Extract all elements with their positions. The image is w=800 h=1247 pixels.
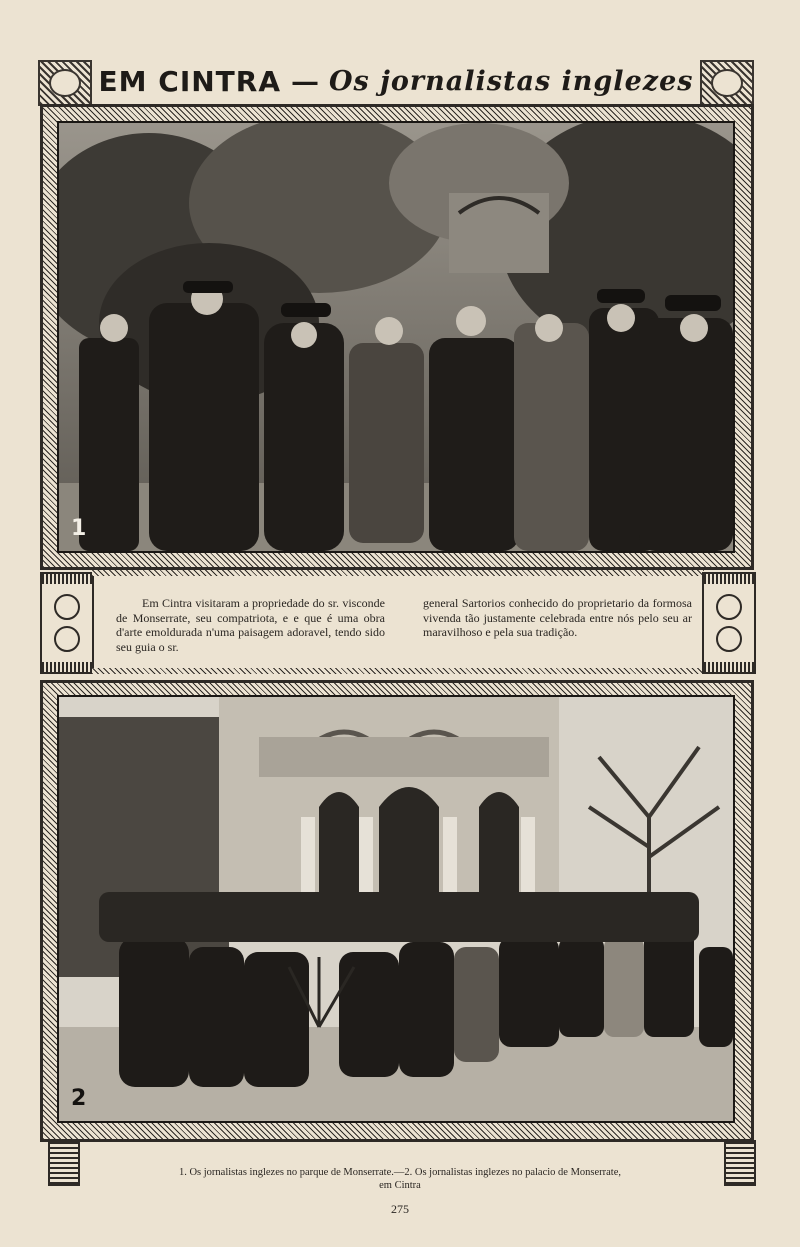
photo-frame-bottom (40, 680, 754, 1142)
title-dash: — (291, 64, 320, 98)
page-header (38, 60, 754, 104)
title-place: EM CINTRA (98, 64, 282, 98)
page-number: 275 (391, 1202, 409, 1216)
caption-line-1: 1. Os jornalistas inglezes no parque de Monserrate.—2. Os jornalistas inglezes no palacio de Monserrate, (178, 1167, 622, 1178)
photo-caption (80, 1166, 720, 1192)
ornament-right-icon (702, 572, 756, 674)
caption-line-2: em Cintra (379, 1180, 421, 1191)
ornament-left-icon (40, 572, 94, 674)
caption-ornament-left-icon (48, 1140, 80, 1186)
body-column-1: Em Cintra visitaram a propriedade do sr. visconde de Monserrate, seu compatriota, e e que é uma obra d'arte emoldurada n'uma paisagem adoravel, tendo sido seu guia o sr. (116, 596, 385, 654)
photo-number-2: 2 (71, 1086, 87, 1111)
header-ornament-left-icon (38, 60, 92, 106)
band-border-top (92, 570, 704, 576)
photo-number-1: 1 (71, 516, 87, 541)
title-subject: Os jornalistas inglezes (329, 65, 694, 97)
band-border-bottom (92, 668, 704, 674)
photo-frame-top (40, 104, 754, 570)
caption-ornament-right-icon (724, 1140, 756, 1186)
text-band (40, 570, 756, 674)
page-title (100, 62, 692, 100)
photo-palace-monserrate (57, 695, 735, 1123)
body-text (116, 596, 692, 654)
body-column-2: general Sartorios conhecido do proprietario da formosa vivenda tão justamente celebrada entre nós pelo seu ar maravilhoso e pela sua tradição. (423, 596, 692, 639)
header-ornament-right-icon (700, 60, 754, 106)
photo-park-monserrate (57, 121, 735, 553)
